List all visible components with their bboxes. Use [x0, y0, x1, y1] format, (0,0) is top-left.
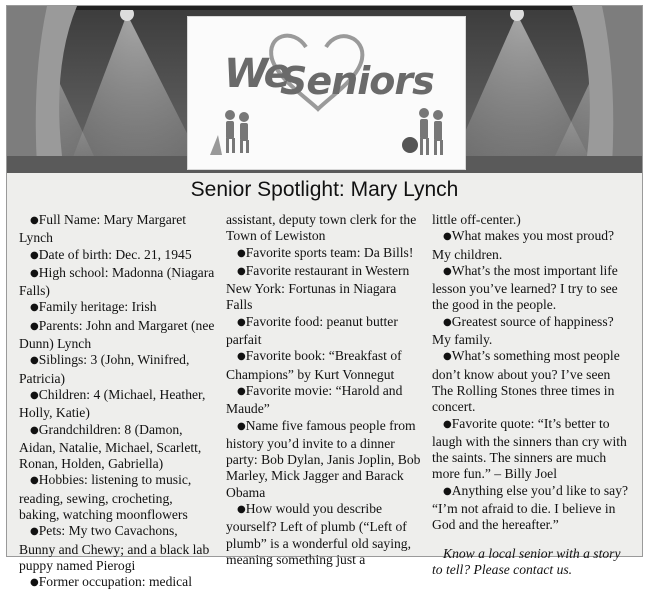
- bullet-item: [226, 418, 426, 501]
- bullet-item: [19, 574, 215, 592]
- bullet-icon: ●: [237, 351, 246, 363]
- bullet-text: Children: 4 (Michael, Heather, Holly, Katie): [19, 386, 206, 421]
- bullet-icon: ●: [30, 267, 39, 279]
- bullet-item: [19, 299, 215, 317]
- bullet-text: Favorite food: peanut butter parfait: [226, 313, 398, 348]
- bullet-item: [432, 263, 632, 314]
- logo-seniors-text: Seniors: [280, 59, 434, 103]
- bullet-item: [226, 314, 426, 349]
- bullet-icon: ●: [30, 389, 39, 401]
- bullet-item: [19, 472, 215, 523]
- bullet-icon: ●: [237, 385, 246, 397]
- column-1: [19, 212, 215, 593]
- bullet-item: [19, 523, 215, 574]
- bullet-icon: ●: [30, 320, 39, 332]
- bullet-item: [226, 263, 426, 314]
- logo-we-text: We: [224, 51, 289, 97]
- article-frame: [6, 5, 643, 590]
- bullet-item: [19, 318, 215, 353]
- bullet-icon: ●: [30, 215, 39, 226]
- continued-text: little off-center.): [432, 212, 521, 227]
- bullet-item: [432, 483, 632, 534]
- bullet-item: [19, 352, 215, 387]
- bullet-text: Name five famous people from history you’d invite to a dinner party: Bob Dylan, Janis Joplin, Bob Marley, Mick Jagger and Barack Obama: [226, 417, 421, 500]
- bullet-item: [19, 212, 215, 247]
- bullet-icon: ●: [443, 351, 452, 363]
- bullet-text: What’s the most important life lesson you’ve learned? I try to see the good in the people.: [432, 262, 618, 313]
- bullet-item: [432, 416, 632, 483]
- bullet-text: Anything else you’d like to say? “I’m not afraid to die. I believe in God and the hereafter.”: [432, 482, 629, 533]
- bullet-item: [226, 383, 426, 418]
- bullet-icon: ●: [30, 355, 39, 367]
- bullet-icon: ●: [443, 265, 452, 277]
- bullet-item: [19, 387, 215, 422]
- bullet-icon: ●: [30, 302, 39, 314]
- bullet-item: [19, 247, 215, 265]
- bullet-text: Grandchildren: 8 (Damon, Aidan, Natalie, Michael, Scarlett, Ronan, Holden, Gabriella): [19, 421, 202, 472]
- bullet-text: Date of birth: Dec. 21, 1945: [38, 246, 192, 262]
- bullet-text: Former occupation: medical: [38, 574, 192, 590]
- bullet-item: [226, 501, 426, 568]
- stage-banner: [7, 6, 642, 173]
- bullet-icon: ●: [237, 504, 246, 516]
- bullet-icon: ●: [443, 418, 452, 430]
- column-3: [432, 212, 632, 578]
- article-title: Senior Spotlight: Mary Lynch: [190, 178, 459, 201]
- bullet-text: How would you describe yourself? Left of plumb (“Left of plumb” is a wonderful old saying, meaning something just a: [226, 501, 411, 567]
- bullet-text: Hobbies: listening to music, reading, sewing, crocheting, baking, watching moonflowers: [19, 472, 192, 523]
- exercising-seniors-icon: [210, 108, 443, 155]
- bullet-icon: ●: [30, 475, 39, 487]
- bullet-icon: ●: [443, 316, 452, 328]
- bullet-text: Favorite quote: “It’s better to laugh with the sinners than cry with the saints. The sinners are much more fun.” – Billy Joel: [432, 415, 627, 482]
- bullet-text: Pets: My two Cavachons, Bunny and Chewy; and a black lab puppy named Pierogi: [19, 523, 210, 573]
- bullet-item: [432, 348, 632, 415]
- bullet-icon: ●: [237, 316, 246, 328]
- bullet-icon: ●: [443, 231, 452, 243]
- bullet-text: Siblings: 3 (John, Winifred, Patricia): [19, 352, 190, 386]
- contact-footer: Know a local senior with a story to tell? Please contact us.: [432, 545, 621, 577]
- bullet-icon: ●: [237, 420, 246, 432]
- bullet-item: [226, 245, 426, 263]
- bullet-text: Favorite book: “Breakfast of Champions” by Kurt Vonnegut: [226, 348, 402, 382]
- bullet-text: High school: Madonna (Niagara Falls): [19, 264, 215, 299]
- bullet-text: Family heritage: Irish: [38, 299, 157, 315]
- bullet-text: Favorite movie: “Harold and Maude”: [226, 382, 403, 417]
- bullet-item: [432, 228, 632, 263]
- we-love-seniors-logo: [187, 16, 466, 170]
- bullet-icon: ●: [30, 424, 39, 436]
- bullet-icon: ●: [30, 526, 39, 538]
- column-2: [226, 212, 426, 568]
- bullet-text: Favorite restaurant in Western New York: Fortunas in Niagara Falls: [226, 262, 410, 313]
- bullet-text: Greatest source of happiness? My family.: [432, 313, 614, 348]
- bullet-icon: ●: [237, 247, 246, 259]
- bullet-icon: ●: [443, 485, 452, 497]
- bullet-text: Favorite sports team: Da Bills!: [245, 244, 414, 260]
- bullet-text: What makes you most proud? My children.: [432, 228, 615, 262]
- bullet-icon: ●: [30, 577, 39, 589]
- bullet-text: Full Name: Mary Margaret Lynch: [19, 212, 187, 246]
- bullet-text: Parents: John and Margaret (nee Dunn) Lynch: [19, 317, 215, 352]
- bullet-item: [19, 422, 215, 473]
- bullet-item: [19, 265, 215, 300]
- bullet-icon: ●: [30, 249, 39, 261]
- continued-text: assistant, deputy town clerk for the Town of Lewiston: [226, 212, 417, 244]
- bullet-item: [432, 314, 632, 349]
- bullet-text: What’s something most people don’t know about you? I’ve seen The Rolling Stones three times in concert.: [432, 348, 620, 415]
- bullet-item: [226, 348, 426, 383]
- bullet-icon: ●: [237, 265, 246, 277]
